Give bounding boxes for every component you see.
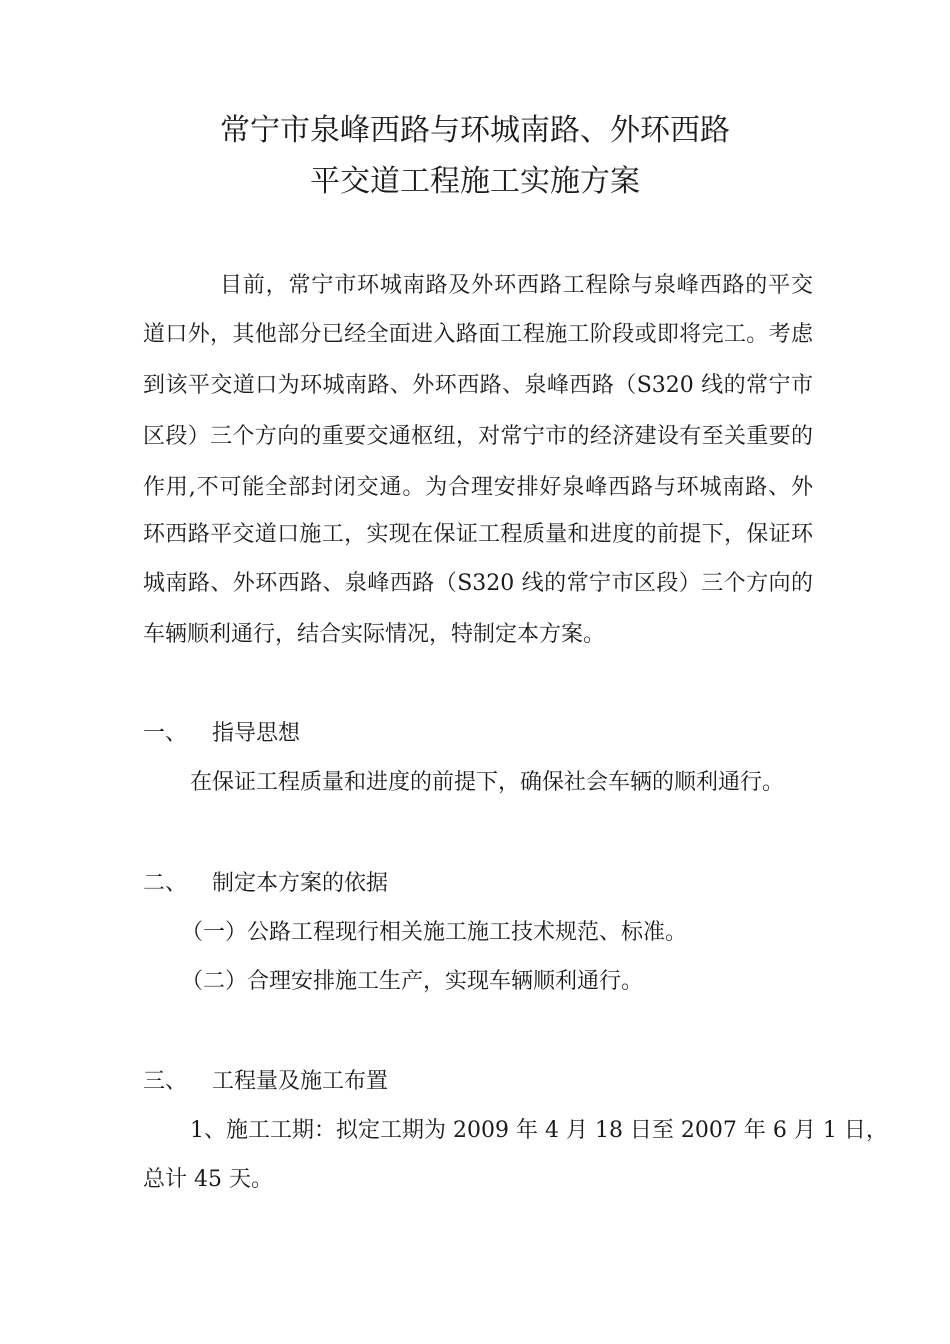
section-heading: 工程量及施工布置: [212, 1069, 389, 1094]
intro-line: 车辆顺利通行，结合实际情况，特制定本方案。: [143, 622, 606, 647]
section-heading: 指导思想: [212, 721, 301, 746]
section-number: 二、: [143, 871, 188, 896]
intro-line: 城南路、外环西路、泉峰西路（S320 线的常宁市区段）三个方向的: [143, 571, 813, 596]
section-heading: 制定本方案的依据: [212, 871, 389, 896]
intro-line: 作用,不可能全部封闭交通。为合理安排好泉峰西路与环城南路、外: [143, 475, 813, 500]
intro-line: 到该平交道口为环城南路、外环西路、泉峰西路（S320 线的常宁市: [143, 373, 813, 398]
section-content-line: 1、施工工期：拟定工期为 2009 年 4 月 18 日至 2007 年 6 月 1 日，: [190, 1118, 888, 1143]
intro-line: 环西路平交道口施工，实现在保证工程质量和进度的前提下，保证环: [143, 522, 813, 547]
intro-line: 区段）三个方向的重要交通枢纽，对常宁市的经济建设有至关重要的: [143, 424, 813, 449]
document-title-line-2: 平交道工程施工实施方案: [310, 164, 640, 199]
section-content-line: 在保证工程质量和进度的前提下，确保社会车辆的顺利通行。: [190, 770, 785, 795]
intro-line: 目前，常宁市环城南路及外环西路工程除与泉峰西路的平交: [220, 273, 813, 298]
document-title-line-1: 常宁市泉峰西路与环城南路、外环西路: [220, 113, 730, 148]
section-number: 三、: [143, 1069, 188, 1094]
intro-line: 道口外，其他部分已经全面进入路面工程施工阶段或即将完工。考虑: [143, 322, 813, 347]
section-number: 一、: [143, 721, 188, 746]
section-content-line: （二）合理安排施工生产，实现车辆顺利通行。: [181, 969, 644, 994]
section-content-line: （一）公路工程现行相关施工施工技术规范、标准。: [181, 920, 688, 945]
section-content-line: 总计 45 天。: [143, 1167, 273, 1192]
